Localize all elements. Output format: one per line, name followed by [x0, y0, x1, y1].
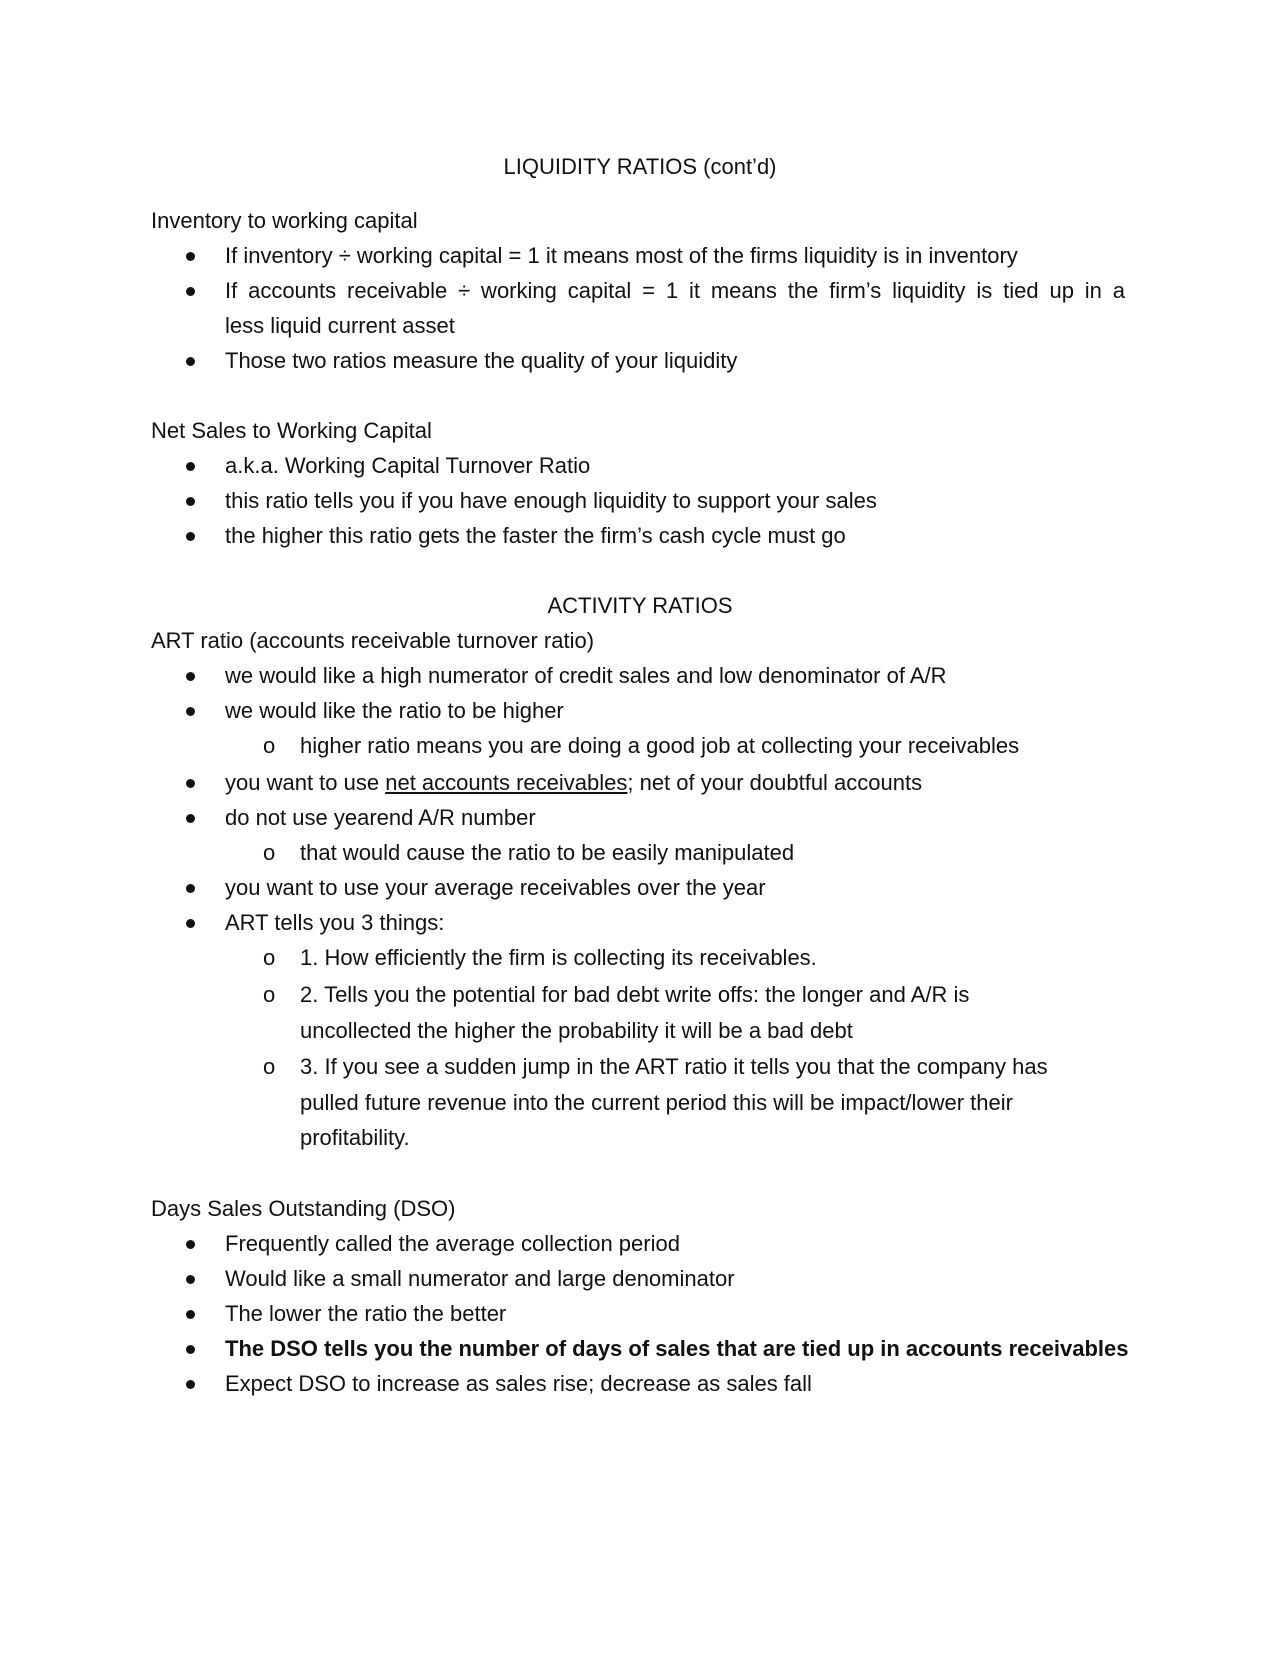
bullet-icon: [186, 462, 195, 471]
art-sub-2-cont: uncollected the higher the probability it will be a bad debt: [300, 1018, 853, 1043]
sub-bullet-marker: o: [263, 945, 276, 970]
activity-title: ACTIVITY RATIOS: [547, 593, 733, 618]
sub-bullet-marker: o: [263, 1054, 276, 1079]
dso-heading: Days Sales Outstanding (DSO): [151, 1196, 456, 1221]
art-bullet-4: do not use yearend A/R number: [225, 805, 536, 830]
dso-bullet-5: Expect DSO to increase as sales rise; decrease as sales fall: [225, 1371, 812, 1396]
sub-bullet-marker: o: [263, 840, 276, 865]
art-bullet-3-pre: you want to use: [225, 770, 386, 795]
bullet-icon: [186, 532, 195, 541]
bullet-icon: [186, 1240, 195, 1249]
bullet-icon: [186, 1345, 195, 1354]
bullet-icon: [186, 1275, 195, 1284]
bullet-icon: [186, 884, 195, 893]
bullet-icon: [186, 1310, 195, 1319]
bullet-icon: [186, 779, 195, 788]
art-bullet-4-sub: that would cause the ratio to be easily manipulated: [300, 840, 795, 865]
inventory-heading: Inventory to working capital: [151, 208, 418, 233]
sub-bullet-marker: o: [263, 982, 276, 1007]
inventory-bullet-2-cont: less liquid current asset: [225, 313, 455, 338]
art-heading: ART ratio (accounts receivable turnover ratio): [151, 628, 595, 653]
art-bullet-1: we would like a high numerator of credit sales and low denominator of A/R: [225, 663, 947, 688]
bullet-icon: [186, 672, 195, 681]
art-bullet-5: you want to use your average receivables over the year: [225, 875, 766, 900]
dso-bullet-1: Frequently called the average collection period: [225, 1231, 680, 1256]
net-sales-bullet-3: the higher this ratio gets the faster the firm’s cash cycle must go: [225, 523, 846, 548]
art-sub-3-cont: pulled future revenue into the current period this will be impact/lower their: [300, 1090, 1013, 1115]
art-bullet-2-sub: higher ratio means you are doing a good job at collecting your receivables: [300, 733, 1020, 758]
inventory-bullet-2: If accounts receivable ÷ working capital = 1 it means the firm’s liquidity is tied up in a: [225, 278, 1125, 303]
art-bullet-6: ART tells you 3 things:: [225, 910, 445, 935]
art-bullet-3: [225, 769, 922, 797]
sub-bullet-marker: o: [263, 733, 276, 758]
bullet-icon: [186, 919, 195, 928]
art-bullet-3-underlined: net accounts receivables: [385, 770, 628, 795]
bullet-icon: [186, 252, 195, 261]
dso-bullet-2: Would like a small numerator and large denominator: [225, 1266, 735, 1291]
art-bullet-2: we would like the ratio to be higher: [225, 698, 564, 723]
liquidity-title: LIQUIDITY RATIOS (cont’d): [503, 154, 777, 179]
art-bullet-3-post: ; net of your doubtful accounts: [627, 770, 923, 795]
inventory-bullet-1: If inventory ÷ working capital = 1 it means most of the firms liquidity is in inventory: [225, 243, 1018, 268]
net-sales-bullet-1: a.k.a. Working Capital Turnover Ratio: [225, 453, 591, 478]
bullet-icon: [186, 287, 195, 296]
bullet-icon: [186, 707, 195, 716]
bullet-icon: [186, 357, 195, 366]
art-sub-1: 1. How efficiently the firm is collecting its receivables.: [300, 945, 817, 970]
art-sub-2: 2. Tells you the potential for bad debt write offs: the longer and A/R is: [300, 982, 970, 1007]
art-sub-3-cont2: profitability.: [300, 1125, 410, 1150]
bullet-icon: [186, 1380, 195, 1389]
net-sales-heading: Net Sales to Working Capital: [151, 418, 432, 443]
bullet-icon: [186, 497, 195, 506]
dso-bullet-3: The lower the ratio the better: [225, 1301, 507, 1326]
art-sub-3: 3. If you see a sudden jump in the ART ratio it tells you that the company has: [300, 1054, 1048, 1079]
inventory-bullet-3: Those two ratios measure the quality of your liquidity: [225, 348, 738, 373]
net-sales-bullet-2: this ratio tells you if you have enough liquidity to support your sales: [225, 488, 877, 513]
bullet-icon: [186, 814, 195, 823]
dso-bullet-4: The DSO tells you the number of days of sales that are tied up in accounts receivables: [225, 1336, 1129, 1361]
